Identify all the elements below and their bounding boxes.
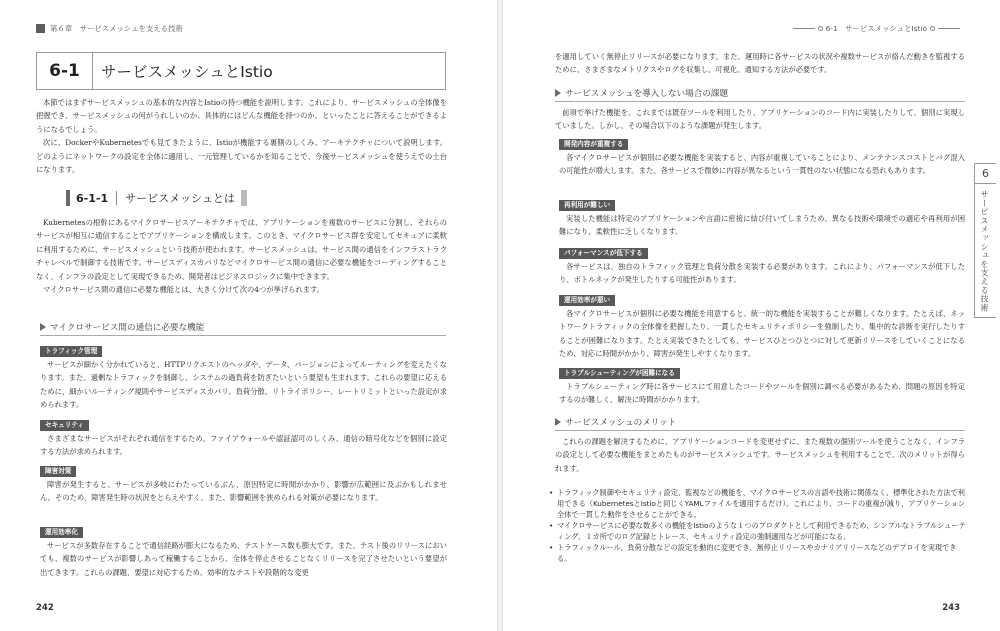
running-head-right-text: 6-1 サービスメッシュとIstio — [825, 24, 927, 33]
subheading-rule — [555, 101, 965, 102]
paragraph: サービスが多数存在することで通信経路が膨大になるため、テストケース数も膨大です。また、テスト後のリリースにおいても、複数のサービスが影響しあって稼働することから、全体を停止させることなくリリースを完了させたいという要望が出てきます。これらの課題、要望に対応するため、効率的なテストや段階的な変更 — [40, 541, 447, 577]
subheading-rule — [555, 430, 965, 431]
item-text — [40, 478, 447, 505]
subheading-text: サービスメッシュのメリット — [565, 418, 677, 428]
chapter-title-box — [36, 52, 446, 90]
sub1-text — [555, 106, 965, 133]
item-tag: 障害対策 — [40, 466, 76, 477]
sub2-text — [555, 435, 965, 475]
paragraph: これらの課題を解決するために、アプリケーションコードを変更せずに、また複数の個別ツールを使うことなく、インフラの設定として必要な機能をまとめたものがサービスメッシュです。サービスメッシュを利用することで、次のメリットが得られます。 — [555, 437, 965, 473]
intro-text — [36, 96, 447, 176]
paragraph: 実装した機能は特定のアプリケーションや言語に密接に結び付いてしまうため、異なる技術や環境での適応や再利用が困難になり、柔軟性に乏しくなります。 — [559, 214, 965, 237]
item-text — [559, 212, 965, 239]
item-text — [40, 539, 447, 579]
section-bar-icon — [241, 190, 247, 206]
item-tag: 開発内容が重複する — [559, 139, 628, 150]
side-tab-number: 6 — [975, 164, 996, 184]
running-head-right — [793, 23, 960, 34]
paragraph: を適用していく無停止リリースが必要になります。また、運用時に各サービスの状況や複数サービスが絡んだ動きを監視するために、さまざまなメトリクスやログを収集し、可視化、通知する方法が必要です。 — [555, 52, 965, 75]
page-number: 243 — [942, 603, 960, 613]
subheading-text: マイクロサービス間の通信に必要な機能 — [50, 323, 205, 333]
item-tag: セキュリティ — [40, 420, 89, 431]
running-head-left-text: 第６章 サービスメッシュを支える技術 — [50, 24, 183, 33]
paragraph: さまざまなサービスがそれぞれ通信をするため、ファイアウォールや認証認可のしくみ、通信の暗号化などを個別に設定する方法が求められます。 — [40, 434, 447, 457]
paragraph: 障害が発生すると、サービスが多岐にわたっているぶん、原因特定に時間がかかり、影響が広範囲に及ぶかもしれません。そのため、障害発生時の状況をとらえやすく、また、影響範囲を狭められる対策が必要になります。 — [40, 480, 447, 503]
subheading — [555, 87, 728, 99]
list-item: • トラフィックルール、負荷分散などの設定を動的に変更でき、無停止リリースやカナリアリリースなどのデプロイを実現できる。 — [549, 542, 967, 564]
paragraph: 次に、DockerやKubernetesでも見てきたように、Istioが機能する裏側のしくみ、アーキテクチャについて説明します。どのようにネットワークの設定を全体に適用し、一元管理しているかを知ることで、今後サービスメッシュを使うえでの土台になります。 — [36, 138, 447, 175]
triangle-icon — [555, 89, 561, 97]
paragraph: 本節ではまずサービスメッシュの基本的な内容とIstioの持つ機能を説明します。これにより、サービスメッシュの全体像を把握でき、サービスメッシュの何がうれしいのか、具体的にはどんな機能を持つのか、といったことに答えることができるようになるでしょう。 — [36, 98, 447, 134]
triangle-icon — [555, 418, 561, 426]
item-tag: トラフィック管理 — [40, 346, 102, 357]
section-bar-icon — [66, 190, 70, 206]
right-page — [503, 0, 1000, 631]
section-title: サービスメッシュとは — [125, 192, 235, 205]
subheading — [40, 321, 204, 333]
item-text — [40, 432, 447, 459]
circle-icon — [818, 26, 823, 31]
subheading-text: サービスメッシュを導入しない場合の課題 — [565, 89, 729, 99]
section-number: 6-1-1 — [76, 191, 109, 205]
paragraph: 前項で挙げた機能を、これまでは既存ツールを利用したり、アプリケーションのコード内に実装したりして、個別に実現していました。しかし、その場合以下のような課題が発生します。 — [555, 108, 965, 131]
item-text — [559, 151, 965, 178]
paragraph: マイクロサービス間の通信に必要な機能とは、大きく分けて次の4つが挙げられます。 — [43, 285, 325, 295]
item-tag: 運用効率化 — [40, 527, 83, 538]
list-item: • トラフィック制御やセキュリティ設定、監視などの機能を、マイクロサービスの言語や技術に関係なく、標準化された方法で利用できる（KubernetesとIstioと同じくYAMLファイルを適用するだけ）。これにより、コードの重複が減り、アプリケーション全体で一貫した動作をさせることができる。 — [549, 487, 967, 520]
item-text — [559, 307, 965, 361]
paragraph: Kubernetesの根幹にあるマイクロサービスアーキテクチャでは、アプリケーションを複数のサービスに分割し、それらのサービスが相互に通信することでアプリケーションを構成します。このとき、マイクロサービス群を安定してセキュアに柔軟に利用するために、サービスメッシュという技術が使われます。サービスメッシュは、サービス間の通信をインフラストラクチャレベルで制御する技術です。サービスディスカバリなどマイクロサービス間の通信に必要な機能をコーディングすることなく、インフラの設定として実現できるため、開発者はビジネスロジックに集中できます。 — [36, 218, 447, 281]
benefit-list — [549, 487, 967, 564]
subheading — [555, 416, 676, 428]
top-text — [555, 50, 965, 77]
left-page — [0, 0, 497, 631]
item-text — [559, 380, 965, 407]
section-divider — [116, 191, 117, 205]
chapter-marker-icon — [36, 24, 45, 33]
rule-icon — [793, 28, 815, 29]
item-text — [40, 358, 447, 412]
paragraph: 各マイクロサービスが個別に必要な機能を用意すると、統一的な機能を実装することが難しくなります。たとえば、ネットワークトラフィックの全体像を把握したり、一貫したセキュリティポリシーを強制したり、集中的な診断を実行したりすることが困難になります。たとえ実装できたとしても、サービスひとつひとつに対して更新リリースをしていくことになるため、対応に時間がかかり、障害が発生しやすくなります。 — [559, 309, 965, 359]
paragraph: 各サービスは、独自のトラフィック管理と負荷分散を実装する必要があります。これにより、パフォーマンスが低下したり、ボトルネックが発生したりする可能性があります。 — [559, 262, 965, 285]
rule-icon — [938, 28, 960, 29]
circle-icon — [930, 26, 935, 31]
paragraph: サービスが細かく分かれていると、HTTPリクエストのヘッダや、データ、バージョンによってルーティングを変えたくなります。また、過剰なトラフィックを制御し、システムの過負荷を防ぎたいという要望も生まれます。これらの要望に応えるために、細かいルーティング規則やサービスディスカバリ、負荷分散、リトライポリシー、レートリミットといった設定が求められます。 — [40, 360, 447, 410]
section-text — [36, 216, 447, 296]
chapter-title: サービスメッシュとIstio — [101, 63, 273, 81]
chapter-number: 6-1 — [37, 53, 93, 89]
item-tag: 運用効率が悪い — [559, 295, 615, 306]
chapter-side-tab — [974, 163, 996, 318]
running-head-left — [36, 23, 183, 34]
item-text — [559, 260, 965, 287]
page-number: 242 — [36, 603, 54, 613]
item-tag: パフォーマンスが低下する — [559, 248, 648, 259]
paragraph: トラブルシューティング時に各サービスにて用意したコードやツールを個別に調べる必要があるため、問題の原因を特定するのが難しく、解決に時間がかかります。 — [559, 382, 965, 405]
item-tag: 再利用が難しい — [559, 200, 615, 211]
triangle-icon — [40, 323, 46, 331]
side-tab-text: サービスメッシュを支える技術 — [980, 190, 990, 312]
item-tag: トラブルシューティングが困難になる — [559, 368, 680, 379]
section-heading — [66, 190, 247, 206]
list-item: • マイクロサービスに必要な数多くの機能をIstioのような１つのプロダクトとして利用できるため、シンプルなトラブルシューティング、１カ所でのログ記録とトレース、セキュリティ設定の強制適用などが可能になる。 — [549, 520, 967, 542]
subheading-rule — [40, 335, 446, 336]
paragraph: 各マイクロサービスが個別に必要な機能を実装すると、内容が重複していることにより、メンテナンスコストとバグ混入の可能性が増大します。また、各サービスで微妙に内容が異なるという一貫性のない状態になる恐れもあります。 — [559, 153, 965, 176]
